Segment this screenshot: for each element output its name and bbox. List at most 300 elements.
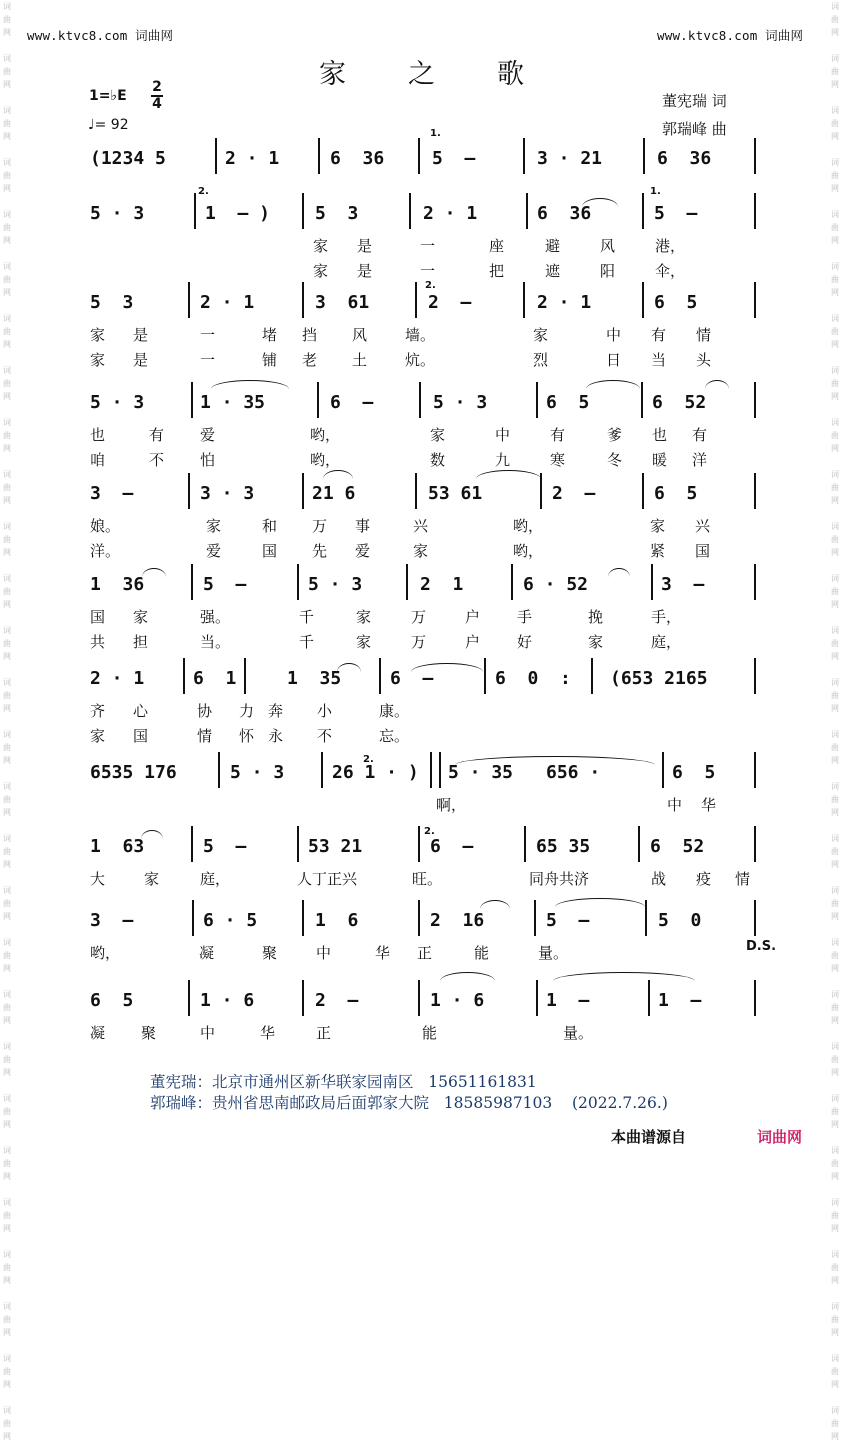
watermark-char: 网 [831,756,839,765]
lyric-word: 同舟共济 [529,870,590,888]
bar-line [534,900,536,936]
lyric-word: 华 [375,944,391,962]
watermark-char: 词 [3,262,11,271]
bar-line [754,382,756,418]
watermark-char: 网 [3,1016,11,1025]
time-sig-top: 2 [152,79,162,95]
bar-line [524,826,526,862]
lyric-word: 康。 [379,702,410,720]
watermark-char: 词 [831,262,839,271]
measure: 1 35 [287,668,342,689]
measure: 6 · 5 [203,910,258,931]
lyric-word: 头 [696,351,712,369]
measure: 5 · 3 [308,574,363,595]
watermark-char: 曲 [3,67,11,76]
lyric-word: 凝 [199,944,215,962]
watermark-char: 曲 [831,1055,839,1064]
measure: 65 35 [536,836,591,857]
watermark-char: 曲 [831,379,839,388]
watermark-char: 网 [3,860,11,869]
watermark-char: 网 [3,652,11,661]
slur [476,470,541,479]
volta-marking: 2. [363,754,374,765]
watermark-char: 网 [831,860,839,869]
lyric-word: 奔 [268,702,284,720]
watermark-char: 网 [831,444,839,453]
lyric-word: 土 [352,351,368,369]
watermark-char: 网 [831,912,839,921]
watermark-char: 词 [831,366,839,375]
measure: 2 · 1 [225,148,280,169]
lyric-word: 把 [489,262,505,280]
watermark-char: 网 [3,756,11,765]
watermark-char: 词 [831,1250,839,1259]
slur [608,568,630,577]
header-left[interactable]: www.ktvc8.com 词曲网 [27,28,174,43]
lyric-word: 避 [545,237,561,255]
bar-line [641,382,643,418]
lyric-word: 也 [90,426,106,444]
bar-line [297,826,299,862]
tempo-marking: ♩= 92 [88,117,129,133]
lyric-word: 量。 [563,1024,594,1042]
lyric-word: 是 [357,237,373,255]
lyric-word: 疫 [696,870,712,888]
volta-marking: 1. [430,128,441,139]
measure: 6 5 [546,392,590,413]
note-line [0,990,843,1016]
bar-line [379,658,381,694]
lyric-word: 烈 [533,351,549,369]
note-line [0,910,843,936]
watermark-char: 曲 [3,691,11,700]
watermark-char: 曲 [3,1055,11,1064]
watermark-char: 词 [3,314,11,323]
lyric-word: 是 [133,326,149,344]
watermark-char: 曲 [3,1159,11,1168]
bar-line [536,980,538,1016]
lyric-word: 家 [313,262,329,280]
measure: 5 · 3 [90,392,145,413]
measure: 6 – [390,668,434,689]
watermark-char: 曲 [831,1159,839,1168]
watermark-char: 网 [831,184,839,193]
measure: 6 – [330,392,374,413]
watermark-char: 曲 [3,275,11,284]
measure: 21 6 [312,483,356,504]
lyric-word: 旺。 [412,870,443,888]
watermark-char: 网 [3,1432,11,1441]
watermark-char: 词 [831,678,839,687]
watermark-char: 词 [831,418,839,427]
bar-line [643,138,645,174]
measure: 1 · 35 [200,392,266,413]
bar-line [317,382,319,418]
bar-line [591,658,593,694]
watermark-char: 网 [831,1016,839,1025]
watermark-char: 曲 [831,15,839,24]
lyric-word: 是 [133,351,149,369]
watermark-char: 曲 [3,1211,11,1220]
lyric-word: 哟， [513,542,544,560]
bar-line [642,193,644,229]
watermark-char: 词 [3,1198,11,1207]
lyric-word: 家 [533,326,549,344]
measure: 6 · 52 [523,574,589,595]
key-signature: 1=♭E [89,88,127,104]
source-label: 本曲谱源自 [611,1128,687,1146]
lyric-word: 国 [695,542,711,560]
watermark-char: 网 [3,964,11,973]
measure: 3 · 3 [200,483,255,504]
measure: 6 36 [657,148,712,169]
watermark-char: 网 [831,392,839,401]
lyric-word: 永 [268,727,284,745]
watermark-char: 曲 [3,639,11,648]
measure: 1 63 [90,836,145,857]
lyricist-credit: 董宪瑞 词 [662,92,727,110]
note-line [0,292,843,318]
measure: 6 5 [654,292,698,313]
watermark-char: 词 [831,1354,839,1363]
watermark-char: 曲 [831,275,839,284]
lyric-word: 爱 [206,542,222,560]
watermark-char: 词 [3,1354,11,1363]
bar-line [409,193,411,229]
bar-line [415,473,417,509]
measure: 6 36 [330,148,385,169]
note-line [0,392,843,418]
lyric-word: 中 [667,796,683,814]
slur [337,663,361,672]
bar-line [484,658,486,694]
watermark-char: 网 [3,1224,11,1233]
bar-line [191,382,193,418]
watermark-char: 网 [3,184,11,193]
watermark-char: 网 [831,808,839,817]
note-line [0,574,843,600]
lyric-word: 万 [411,633,427,651]
bar-line [302,900,304,936]
bar-line [244,658,246,694]
measure: (1234 5 [90,148,166,169]
watermark-char: 曲 [3,1367,11,1376]
lyric-word: 暖 [652,451,668,469]
lyric-word: 哟， [90,944,121,962]
lyric-word: 正 [316,1024,332,1042]
lyric-word: 哟， [513,517,544,535]
watermark-char: 词 [831,730,839,739]
measure: 5 – [654,203,698,224]
header-right[interactable]: www.ktvc8.com 词曲网 [657,28,804,43]
lyric-word: 强。 [200,608,231,626]
slur [480,900,510,909]
watermark-char: 词 [831,1302,839,1311]
watermark-char: 词 [831,54,839,63]
measure: 5 – [203,836,247,857]
lyric-word: 兴 [695,517,711,535]
watermark-char: 曲 [3,587,11,596]
measure: 5 · 3 [230,762,285,783]
measure: 5 – [203,574,247,595]
lyric-word: 家 [90,351,106,369]
watermark-char: 词 [831,1094,839,1103]
watermark-char: 词 [831,470,839,479]
source-site-link[interactable]: 词曲网 [757,1128,803,1146]
bar-line [754,193,756,229]
measure: 2 · 1 [537,292,592,313]
watermark-char: 曲 [831,67,839,76]
lyric-word: 国 [90,608,106,626]
lyric-word: 家 [144,870,160,888]
volta-marking: 2. [198,186,209,197]
note-line [0,836,843,862]
measure: 2 · 1 [200,292,255,313]
lyric-word: 阳 [600,262,616,280]
lyric-word: 万 [411,608,427,626]
lyric-word: 炕。 [405,351,436,369]
measure: 5 · 35 [448,762,514,783]
lyric-word: 当 [651,351,667,369]
song-title: 家之歌 [319,59,586,90]
measure: 6 36 [537,203,592,224]
lyric-word: 有 [149,426,165,444]
bar-line [418,980,420,1016]
watermark-char: 网 [3,1328,11,1337]
bar-line [192,900,194,936]
bar-line [648,980,650,1016]
watermark-char: 曲 [3,847,11,856]
bar-line [754,826,756,862]
lyric-word: 港， [655,237,686,255]
measure: 2 – [315,990,359,1011]
measure: 5 – [432,148,476,169]
measure: 1 36 [90,574,145,595]
slur [440,972,495,981]
lyric-word: 家 [650,517,666,535]
watermark-char: 曲 [831,1107,839,1116]
lyric-word: 家 [356,608,372,626]
lyric-word: 聚 [141,1024,157,1042]
lyric-word: 手， [651,608,682,626]
watermark-char: 网 [831,496,839,505]
measure: 6 5 [90,990,134,1011]
watermark-char: 曲 [3,327,11,336]
lyric-word: 国 [133,727,149,745]
measure: 656 · [546,762,601,783]
bar-line [302,980,304,1016]
measure: 6 52 [652,392,707,413]
lyric-word: 先 [312,542,328,560]
watermark-char: 网 [831,1328,839,1337]
bar-line [194,193,196,229]
watermark-char: 词 [3,938,11,947]
lyric-word: 兴 [413,517,429,535]
lyric-word: 中 [606,326,622,344]
watermark-char: 词 [3,522,11,531]
watermark-char: 曲 [831,1367,839,1376]
lyric-word: 大 [90,870,106,888]
lyric-word: 户 [465,633,481,651]
watermark-char: 词 [831,1146,839,1155]
volta-marking: 1. [650,186,661,197]
measure: 26 1 · ) [332,762,419,783]
lyric-word: 万 [312,517,328,535]
lyric-word: 华 [260,1024,276,1042]
watermark-char: 词 [831,938,839,947]
watermark-char: 网 [831,964,839,973]
bar-line [415,282,417,318]
bar-line [754,138,756,174]
bar-line [638,826,640,862]
lyric-word: 是 [357,262,373,280]
measure: 3 – [90,910,134,931]
lyric-word: 咱 [90,451,106,469]
lyric-word: 小 [317,702,333,720]
lyric-word: 伞， [655,262,686,280]
watermark-char: 网 [831,340,839,349]
lyric-word: 爱 [355,542,371,560]
lyric-word: 心 [133,702,149,720]
slur [411,663,483,672]
lyric-word: 战 [651,870,667,888]
measure: 53 61 [428,483,483,504]
watermark-char: 词 [831,1042,839,1051]
lyric-word: 家 [413,542,429,560]
watermark-char: 曲 [831,431,839,440]
bar-line [188,980,190,1016]
lyric-word: 中 [316,944,332,962]
lyric-word: 户 [465,608,481,626]
watermark-char: 曲 [831,587,839,596]
lyric-word: 怀 [239,727,255,745]
bar-line [642,473,644,509]
lyric-word: 共 [90,633,106,651]
bar-line [183,658,185,694]
measure: 3 – [661,574,705,595]
lyric-word: 啊， [436,796,467,814]
bar-line [511,564,513,600]
watermark-char: 网 [831,132,839,141]
lyric-word: 有 [550,426,566,444]
slur [705,380,729,389]
watermark-char: 曲 [831,795,839,804]
watermark-char: 曲 [3,1107,11,1116]
watermark-char: 词 [3,1302,11,1311]
lyric-word: 千 [299,633,315,651]
watermark-char: 曲 [831,1211,839,1220]
lyric-word: 不 [149,451,165,469]
watermark-char: 网 [3,496,11,505]
measure: 6 – [430,836,474,857]
lyric-word: 情 [696,326,712,344]
watermark-char: 曲 [831,951,839,960]
watermark-char: 网 [831,600,839,609]
watermark-char: 网 [3,808,11,817]
measure: 3 · 21 [537,148,603,169]
note-line [0,148,843,174]
watermark-char: 网 [831,1172,839,1181]
watermark-char: 词 [3,1146,11,1155]
bar-line [406,564,408,600]
watermark-char: 网 [831,548,839,557]
bar-line [302,282,304,318]
watermark-char: 词 [3,1042,11,1051]
note-line [0,762,843,788]
bar-line [754,900,756,936]
watermark-char: 网 [3,548,11,557]
watermark-char: 词 [3,782,11,791]
watermark-char: 曲 [3,1263,11,1272]
lyric-word: 正 [417,944,433,962]
lyric-word: 日 [606,351,622,369]
watermark-char: 曲 [3,483,11,492]
bar-line [418,826,420,862]
watermark-char: 曲 [3,15,11,24]
bar-line [526,193,528,229]
watermark-char: 曲 [3,379,11,388]
lyric-word: 紧 [650,542,666,560]
measure: 1 – [658,990,702,1011]
measure: 1 · 6 [200,990,255,1011]
watermark-char: 网 [831,1120,839,1129]
watermark-char: 词 [3,1250,11,1259]
watermark-char: 曲 [831,743,839,752]
watermark-char: 词 [831,990,839,999]
measure: 2 1 [420,574,464,595]
composer-credit: 郭瑞峰 曲 [662,120,727,138]
watermark-char: 曲 [831,1419,839,1428]
watermark-char: 词 [831,210,839,219]
bar-line [523,282,525,318]
lyric-word: 寒 [550,451,566,469]
watermark-char: 网 [3,1276,11,1285]
bar-line [188,473,190,509]
bar-line [188,282,190,318]
measure: 2 · 1 [423,203,478,224]
watermark-char: 网 [3,132,11,141]
watermark-char: 曲 [831,691,839,700]
watermark-char: 词 [831,314,839,323]
bar-line [645,900,647,936]
watermark-char: 曲 [3,431,11,440]
watermark-char: 网 [3,236,11,245]
bar-line [523,138,525,174]
slur [555,898,645,907]
measure: 5 3 [90,292,134,313]
watermark-char: 曲 [3,535,11,544]
measure: 2 – [428,292,472,313]
note-line [0,203,843,229]
time-sig-bottom: 4 [152,96,162,112]
watermark-char: 曲 [3,119,11,128]
watermark-char: 网 [3,80,11,89]
watermark-char: 词 [3,210,11,219]
bar-line [439,752,441,788]
measure: 6 5 [672,762,716,783]
measure: 1 · 6 [430,990,485,1011]
watermark-char: 网 [3,1120,11,1129]
lyric-word: 一 [420,237,436,255]
watermark-char: 曲 [831,535,839,544]
lyric-word: 事 [355,517,371,535]
measure: 5 – [546,910,590,931]
watermark-char: 词 [3,54,11,63]
lyric-word: 担 [133,633,149,651]
lyric-word: 娘。 [90,517,121,535]
slur [211,380,289,389]
bar-line [191,826,193,862]
